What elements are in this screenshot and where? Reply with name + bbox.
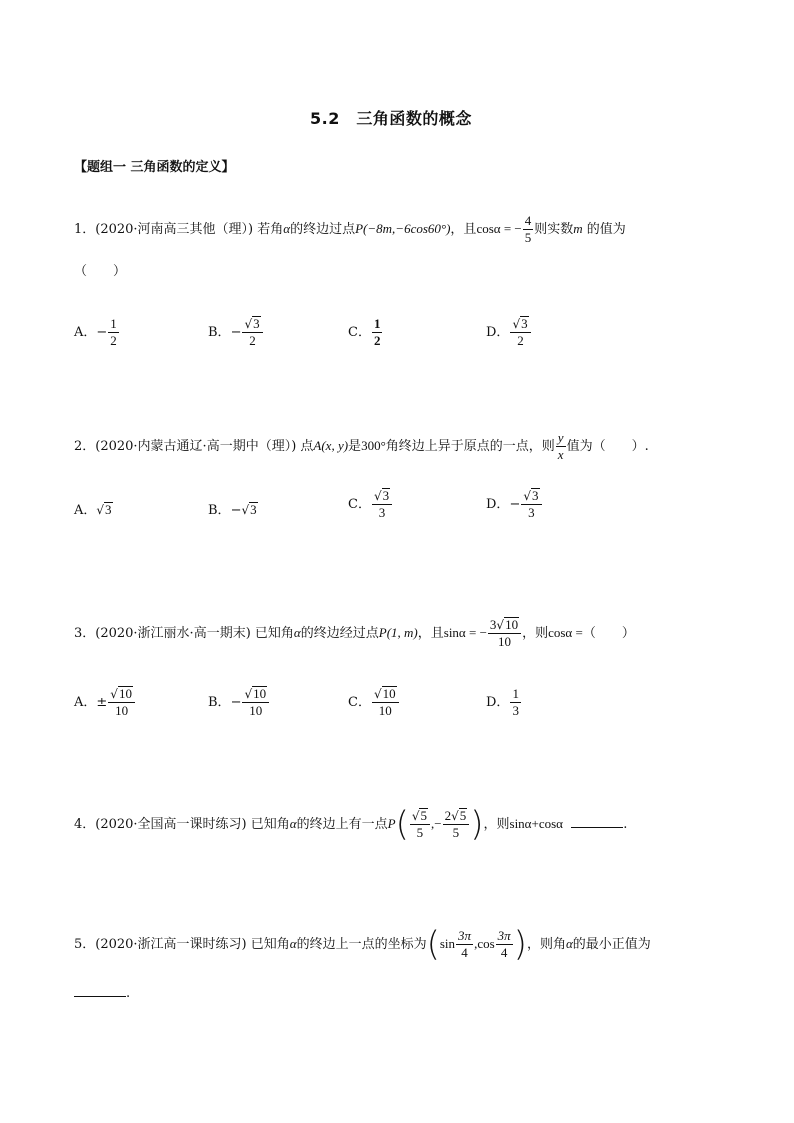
q2-option-c[interactable]	[348, 488, 393, 521]
q2-prefix: 2．(2020·内蒙古通辽·高一期中（理）) 点	[74, 439, 314, 454]
sqrt-symbol: √	[523, 489, 531, 503]
frac-num	[410, 808, 430, 825]
sqrt-symbol: √	[373, 687, 382, 701]
q4-end: .	[623, 817, 628, 832]
frac-den: 2	[517, 333, 524, 348]
q4-alpha: α	[289, 816, 297, 831]
q2-text4: 值为（ ）.	[566, 439, 649, 454]
frac-num	[372, 488, 392, 505]
radicand: 10	[118, 686, 132, 701]
coef: 3	[489, 617, 497, 632]
q3-option-a[interactable]	[74, 686, 136, 719]
radicand: 3	[532, 488, 539, 503]
frac-num: 3π	[458, 928, 472, 943]
q5-alpha: α	[289, 936, 297, 951]
q3-prefix: 3．(2020·浙江丽水·高一期末) 已知角	[74, 626, 294, 641]
option-fraction	[521, 488, 541, 521]
sqrt-symbol: √	[496, 618, 505, 632]
q3-fraction	[488, 617, 521, 650]
sqrt-symbol: √	[244, 687, 253, 701]
sqrt-symbol: √	[96, 503, 105, 517]
right-paren: )	[470, 804, 484, 845]
q5-text3: ，则角	[526, 937, 566, 952]
option-fraction	[372, 488, 392, 521]
left-paren: (	[426, 924, 440, 965]
radicand: 3	[382, 488, 390, 503]
q3-text3: ，且	[417, 626, 444, 641]
q3-alpha: α	[293, 625, 301, 640]
frac-num: 1	[512, 686, 519, 701]
option-label: C．	[348, 497, 371, 512]
q1-answer-paren: （ ）	[74, 264, 127, 279]
option-label: D．	[486, 497, 510, 512]
q1-prefix: 1．(2020·河南高三其他（理）) 若角	[74, 222, 284, 237]
q2-frac-num: y	[557, 430, 564, 445]
q2-frac-den: x	[557, 447, 564, 462]
left-paren: (	[395, 804, 409, 845]
option-label: B．	[208, 325, 231, 340]
radicand: 3	[253, 316, 260, 331]
frac-den: 4	[500, 945, 508, 960]
q5-answer-line	[74, 984, 130, 1004]
q3-frac-num	[488, 617, 521, 634]
option-label: C．	[348, 325, 371, 340]
radicand: 5	[420, 808, 427, 823]
q3-option-c[interactable]	[348, 686, 400, 719]
q3-text4: ，则	[522, 626, 549, 641]
option-sign: ±	[96, 695, 108, 710]
question-4	[74, 804, 628, 845]
option-sign: −	[230, 503, 242, 518]
option-label: B．	[208, 695, 231, 710]
frac-num: 1	[373, 316, 381, 331]
q2-angle: 300°	[361, 438, 386, 453]
q1-frac-num: 4	[524, 213, 532, 228]
sqrt-symbol: √	[241, 503, 250, 517]
option-label: A．	[74, 503, 97, 518]
q4-prefix: 4．(2020·全国高一课时练习) 已知角	[74, 817, 290, 832]
option-label: C．	[348, 695, 371, 710]
option-fraction	[242, 316, 262, 349]
q3-option-b[interactable]	[208, 686, 270, 719]
option-sign: −	[230, 695, 242, 710]
radicand: 10	[382, 686, 396, 701]
q2-option-b[interactable]	[208, 499, 258, 518]
radicand: 3	[521, 316, 528, 331]
q1-cos-expr: cosα = −	[476, 221, 522, 236]
sqrt-symbol: √	[373, 489, 382, 503]
option-label: D．	[486, 695, 510, 710]
q1-frac-den: 5	[524, 230, 532, 245]
option-fraction	[510, 316, 530, 349]
q5-text4: 的最小正值为	[572, 937, 651, 952]
q2-text3: 角终边上异于原点的一点，则	[385, 439, 555, 454]
frac-den: 2	[249, 333, 256, 348]
frac-num	[443, 808, 470, 825]
q1-option-a[interactable]	[74, 316, 120, 349]
q5-prefix: 5．(2020·浙江高一课时练习) 已知角	[74, 937, 290, 952]
frac-num: 3π	[497, 928, 511, 943]
option-fraction	[108, 686, 135, 719]
q4-fraction-2	[443, 808, 470, 841]
q1-text5: 的值为	[582, 222, 626, 237]
frac-den: 3	[512, 703, 519, 718]
q5-alpha-2: α	[565, 936, 573, 951]
q5-text2: 的终边上一点的坐标为	[296, 937, 427, 952]
right-paren: )	[513, 924, 527, 965]
q4-answer-blank[interactable]	[571, 815, 623, 828]
q2-option-a[interactable]	[74, 499, 113, 518]
question-3	[74, 617, 635, 650]
q5-cos: ,cos	[474, 936, 495, 951]
radicand: 10	[253, 686, 267, 701]
q5-fraction-1	[456, 928, 473, 961]
q3-cos-expr: cosα =	[548, 625, 583, 640]
q1-option-b[interactable]	[208, 316, 264, 349]
frac-den: 2	[373, 333, 381, 348]
frac-num: 1	[110, 316, 117, 331]
option-sign: −	[230, 325, 242, 340]
q1-text3: ，且	[450, 222, 477, 237]
q1-fraction	[523, 213, 534, 246]
q5-fraction-2	[496, 928, 513, 961]
option-fraction	[372, 316, 383, 349]
q2-point: A(x, y)	[313, 438, 349, 453]
q4-fraction-1	[410, 808, 430, 841]
option-sign: −	[509, 497, 521, 512]
option-fraction	[372, 686, 399, 719]
option-fraction	[510, 686, 521, 719]
q2-text2: 是	[348, 439, 362, 454]
option-label: D．	[486, 325, 510, 340]
frac-den: 4	[461, 945, 468, 960]
q1-alpha: α	[283, 221, 291, 236]
group-heading: 【题组一 三角函数的定义】	[74, 160, 235, 175]
frac-den: 3	[378, 505, 386, 520]
q5-sin: sin	[439, 936, 456, 951]
q4-p: P	[387, 816, 396, 831]
frac-num	[510, 316, 530, 333]
q1-option-c[interactable]	[348, 316, 383, 349]
q1-point: P(−8m,−6cos60°)	[355, 221, 451, 236]
coef: 2	[444, 808, 452, 823]
option-label: B．	[208, 503, 231, 518]
radicand: 3	[250, 502, 257, 517]
question-1	[74, 213, 626, 246]
q3-sin-expr: sinα = −	[443, 625, 487, 640]
radicand: 10	[505, 617, 519, 632]
radicand: 5	[459, 808, 467, 823]
frac-num	[108, 686, 135, 703]
option-fraction	[108, 316, 119, 349]
q4-expr: sinα+cosα	[509, 816, 563, 831]
frac-num	[242, 686, 269, 703]
q2-fraction	[556, 430, 566, 463]
sqrt-symbol: √	[512, 317, 521, 331]
q3-frac-den: 10	[498, 634, 511, 649]
sqrt-symbol: √	[110, 687, 118, 701]
q2-option-d[interactable]	[486, 488, 543, 521]
frac-den: 2	[110, 333, 117, 348]
q1-text2: 的终边过点	[290, 222, 356, 237]
q3-text2: 的终边经过点	[300, 626, 379, 641]
q4-text3: ，则	[483, 817, 510, 832]
frac-num	[372, 686, 399, 703]
q3-point: P(1, m)	[378, 625, 418, 640]
frac-den: 5	[452, 825, 460, 840]
q5-answer-blank[interactable]	[74, 984, 126, 997]
option-fraction	[242, 686, 269, 719]
q1-text4: 则实数	[534, 222, 574, 237]
option-sign: −	[96, 325, 108, 340]
page-title: 5.2 三角函数的概念	[310, 109, 472, 128]
sqrt-symbol: √	[244, 317, 253, 331]
frac-den: 10	[115, 703, 129, 718]
frac-den: 10	[378, 703, 392, 718]
sqrt-symbol: √	[451, 809, 459, 823]
option-label: A．	[74, 695, 97, 710]
frac-num	[242, 316, 262, 333]
q4-text2: 的终边上有一点	[296, 817, 388, 832]
option-label: A．	[74, 325, 97, 340]
sqrt-symbol: √	[411, 809, 420, 823]
q3-option-d[interactable]	[486, 686, 522, 719]
q1-option-d[interactable]	[486, 316, 532, 349]
frac-den: 5	[416, 825, 424, 840]
frac-num	[521, 488, 541, 505]
q4-comma: ,−	[430, 816, 442, 831]
q5-end: .	[126, 986, 131, 1001]
q3-paren: （ ）	[582, 626, 635, 641]
question-2	[74, 430, 649, 463]
question-5	[74, 924, 651, 965]
radicand: 3	[105, 502, 112, 517]
q1-m-var: m	[573, 221, 583, 236]
frac-den: 3	[528, 505, 535, 520]
frac-den: 10	[249, 703, 263, 718]
